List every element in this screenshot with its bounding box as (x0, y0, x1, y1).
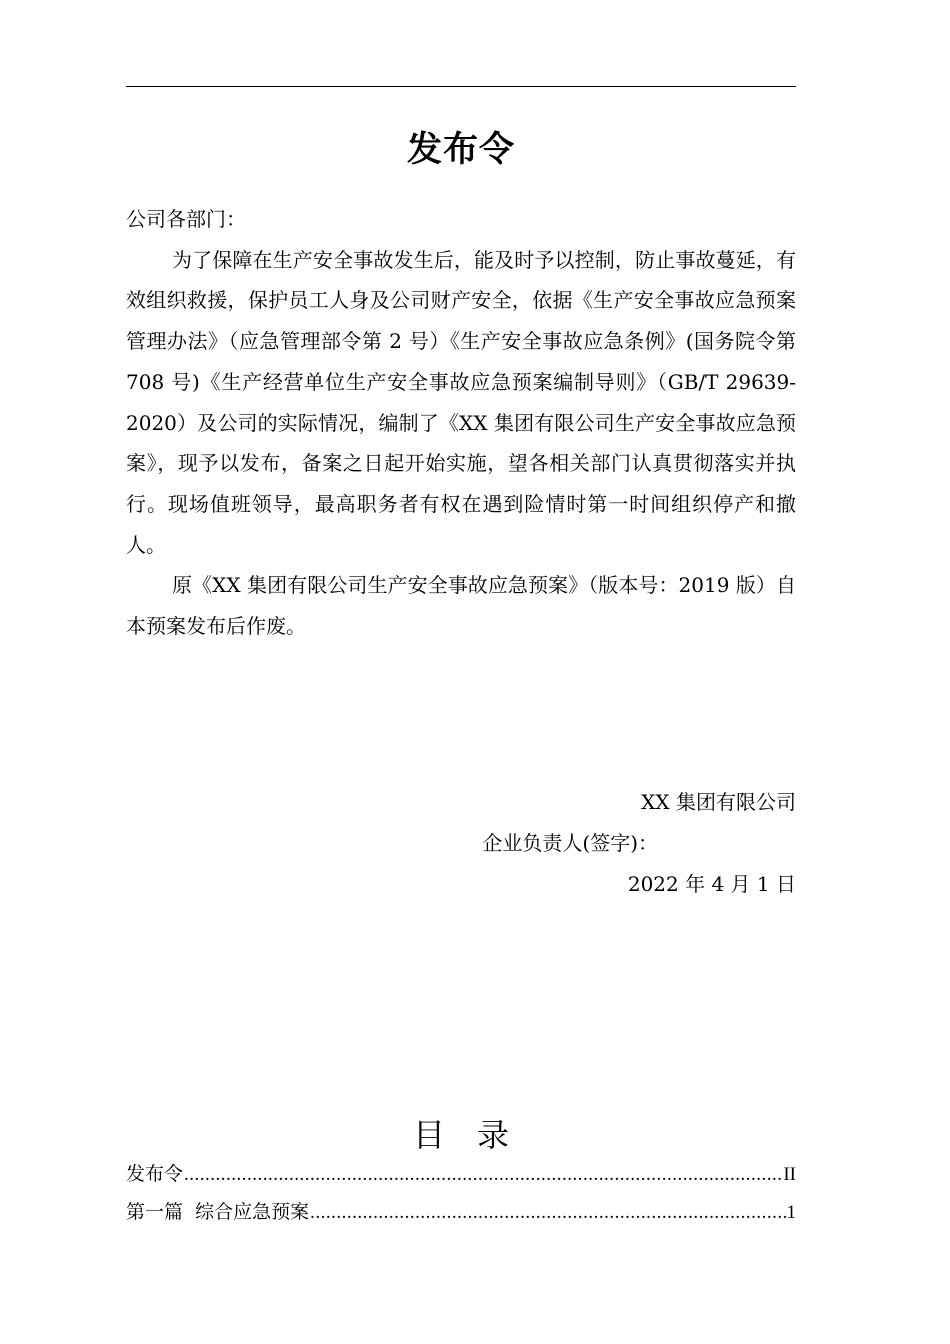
page-title: 发布令 (406, 130, 515, 170)
toc-leader-dots (310, 1194, 785, 1232)
toc-entry-label: 第一篇 综合应急预案 (126, 1201, 310, 1223)
toc-title: 目 录 (412, 1116, 509, 1154)
signature-person-label: 企业负责人(签字)： (482, 831, 658, 855)
toc-leader-dots (184, 1156, 782, 1194)
table-of-contents (126, 1155, 796, 1231)
header-rule (126, 86, 796, 87)
salutation: 公司各部门： (126, 207, 246, 231)
toc-entry[interactable] (126, 1193, 796, 1231)
toc-entry-label: 发布令 (126, 1163, 184, 1185)
signature-company: XX 集团有限公司 (641, 790, 796, 814)
toc-entry-page: 1 (786, 1202, 796, 1223)
toc-entry-page: II (783, 1164, 796, 1185)
signature-date: 2022 年 4 月 1 日 (627, 872, 796, 896)
toc-entry[interactable] (126, 1155, 796, 1193)
document-body (126, 199, 796, 647)
body-paragraph: 原《XX 集团有限公司生产安全事故应急预案》（版本号：2019 版）自本预案发布后作废。 (126, 573, 796, 639)
body-paragraph: 为了保障在生产安全事故发生后，能及时予以控制，防止事故蔓延，有效组织救援，保护员工人身及公司财产安全，依据《生产安全事故应急预案管理办法》（应急管理部令第 2 号）《生产安全事故应急条例》(国务院令第 708 号)《生产经营单位生产安全事故应急预案编制导则》（GB/T 29639-2020）及公司的实际情况，编制了《XX 集团有限公司生产安全事故应急预案》，现予以发布，备案之日起开始实施，望各相关部门认真贯彻落实并执行。现场值班领导，最高职务者有权在遇到险情时第一时间组织停产和撤人。 (126, 247, 796, 557)
